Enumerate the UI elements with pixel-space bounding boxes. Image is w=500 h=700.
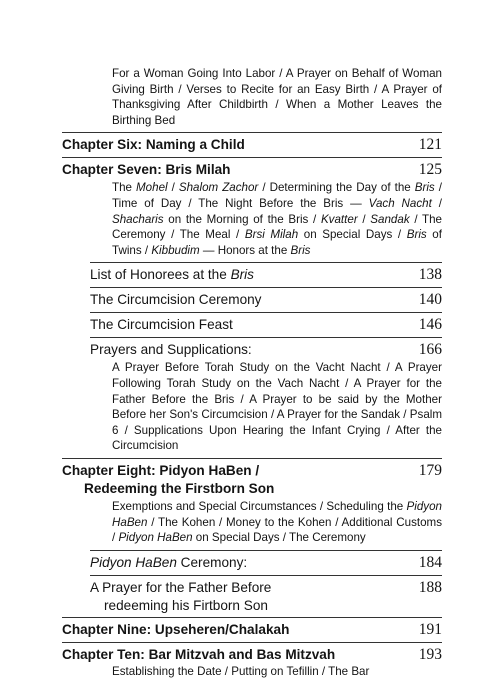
chapter-title: Chapter Nine: Upseheren/Chalakah xyxy=(62,621,290,637)
divider xyxy=(90,337,442,338)
entry-title: Pidyon HaBen Ceremony: xyxy=(90,554,248,570)
chapter-description: The Mohel / Shalom Zachor / Determining the Day of the Bris / Time of Day / The Night Before the Bris — Vach Nacht / Shacharis on the Morning of the Bris / Kvatter / Sandak / The Ceremony / The Meal / Brsi Milah on Special Days / Bris of Twins / Kibbudim — Honors at the Bris xyxy=(112,181,442,257)
page-number: 191 xyxy=(418,620,442,638)
prayers-description: A Prayer Before Torah Study on the Vacht Nacht / A Prayer Following Torah Study on the Vach Nacht / A Prayer for the Father Before the Bris / A Prayer to be said by the Mother Before her Son's Circumcision / A Prayer for the Sandak / Psalm 6 / Supplications Upon Hearing the Infant Crying / After the Circumcision xyxy=(112,361,442,453)
toc-entry-chapter-9[interactable] xyxy=(62,621,442,639)
chapter-title: Chapter Eight: Pidyon HaBen / Redeeming the Firstborn Son xyxy=(62,462,275,496)
toc-entry-honorees[interactable] xyxy=(90,266,442,284)
divider xyxy=(90,550,442,551)
chapter-title: Chapter Ten: Bar Mitzvah and Bas Mitzvah xyxy=(62,646,336,662)
divider xyxy=(90,287,442,288)
page-number: 121 xyxy=(418,136,442,154)
page-number: 184 xyxy=(418,553,442,571)
divider xyxy=(90,575,442,576)
divider xyxy=(62,642,442,643)
entry-title: A Prayer for the Father Before redeeming his Firtborn Son xyxy=(90,579,272,613)
toc-entry-chapter-7[interactable] xyxy=(62,161,442,179)
page-number: 140 xyxy=(418,291,442,309)
table-of-contents xyxy=(62,66,442,679)
toc-entry-circumcision-ceremony[interactable] xyxy=(90,291,442,309)
divider xyxy=(62,617,442,618)
entry-title: The Circumcision Feast xyxy=(90,317,233,333)
page-number: 125 xyxy=(418,161,442,179)
toc-entry-chapter-6[interactable] xyxy=(62,136,442,154)
divider xyxy=(62,132,442,133)
entry-title: List of Honorees at the Bris xyxy=(90,267,254,283)
toc-entry-prayers[interactable] xyxy=(90,341,442,359)
entry-title: The Circumcision Ceremony xyxy=(90,292,262,308)
chapter-title: Chapter Seven: Bris Milah xyxy=(62,162,231,178)
entry-title: Prayers and Supplications: xyxy=(90,342,252,358)
divider xyxy=(62,458,442,459)
toc-entry-pidyon-ceremony[interactable] xyxy=(90,554,442,572)
toc-entry-chapter-8[interactable] xyxy=(62,462,442,498)
page-number: 146 xyxy=(418,316,442,334)
divider xyxy=(90,262,442,263)
chapter-description: Exemptions and Special Circumstances / Scheduling the Pidyon HaBen / The Kohen / Money to the Kohen / Additional Customs / Pidyon HaBen on Special Days / The Ceremony xyxy=(112,499,442,545)
divider xyxy=(90,312,442,313)
chapter-description: Establishing the Date / Putting on Tefillin / The Bar xyxy=(112,664,370,678)
toc-entry-circumcision-feast[interactable] xyxy=(90,316,442,334)
page-number: 138 xyxy=(418,266,442,284)
toc-entry-father-prayer[interactable] xyxy=(90,579,442,615)
page-number: 179 xyxy=(418,461,442,479)
page-number: 166 xyxy=(418,341,442,359)
section-description: For a Woman Going Into Labor / A Prayer on Behalf of Woman Giving Birth / Verses to Recite for an Easy Birth / A Prayer of Thanksgiving After Childbirth / When a Mother Leaves the Birthing Bed xyxy=(112,67,442,127)
divider xyxy=(62,157,442,158)
toc-entry-chapter-10[interactable] xyxy=(62,646,442,664)
page-number: 188 xyxy=(418,578,442,596)
page-number: 193 xyxy=(418,645,442,663)
chapter-title: Chapter Six: Naming a Child xyxy=(62,137,245,153)
